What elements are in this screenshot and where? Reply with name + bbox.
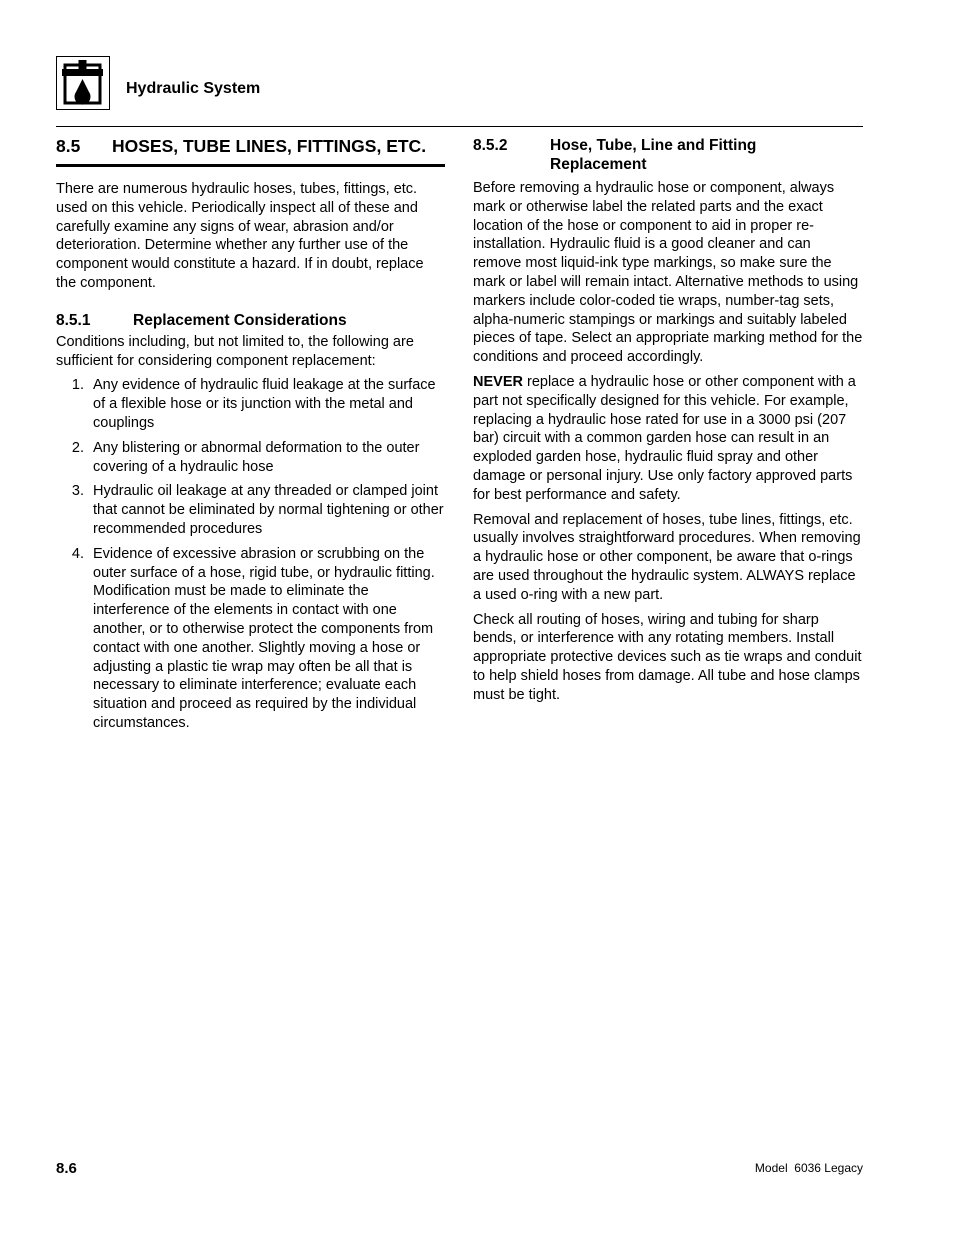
subsection-intro: Conditions including, but not limited to, the following are sufficient for considering component replacement:	[56, 333, 414, 369]
never-emphasis: NEVER	[473, 373, 523, 390]
model-label: Model 6036 Legacy	[754, 1161, 863, 1175]
list-item-number: 4.	[71, 545, 84, 562]
list-item	[56, 545, 445, 733]
subsection-heading-8-5-2	[473, 136, 863, 174]
subsection-number: 8.5.2	[473, 137, 508, 154]
subsection-title-line-2: Replacement	[550, 156, 647, 173]
paragraph-never-text: replace a hydraulic hose or other component with a part not specifically designed for this vehicle. For example, replacing a hydraulic hose rated for use in a 3000 psi (207 bar) circuit with a common garden hose can result in an exploded garden hose, hydraulic fluid spray and other damage or personal injury. Use only factory approved parts for best performance and safety.	[473, 373, 856, 503]
hydraulic-fluid-icon-graphic	[57, 57, 108, 108]
list-item-text: Any blistering or abnormal deformation to the outer covering of a hydraulic hose	[93, 439, 420, 475]
section-intro: There are numerous hydraulic hoses, tubes, fittings, etc. used on this vehicle. Periodically inspect all of these and carefully examine any signs of wear, abrasion and/or deterioration. Determine whether any further use of the component would constitute a hazard. If in doubt, replace the component.	[56, 181, 424, 291]
right-column	[473, 131, 863, 705]
page-number: 8.6	[56, 1160, 77, 1177]
list-item-number: 2.	[71, 439, 84, 456]
list-item	[56, 376, 445, 432]
section-heading	[56, 131, 445, 167]
left-column	[56, 131, 445, 739]
replacement-conditions-list	[56, 376, 445, 732]
hydraulic-fluid-icon	[56, 56, 110, 110]
paragraph-never-warning	[473, 373, 863, 505]
list-item-text: Evidence of excessive abrasion or scrubbing on the outer surface of a hose, rigid tube, or hydraulic fitting. Modification must be made to eliminate the interference of the elements in contact with one another, or to otherwise protect the components from contact with one another. Slightly moving a hose or adjusting a plastic tie wrap may often be all that is necessary to eliminate interference; evaluate each situation and proceed as required by the individual circumstances.	[93, 545, 435, 731]
paragraph-routing: Check all routing of hoses, wiring and tubing for sharp bends, or interference with any rotating members. Install appropriate protective devices such as tie wraps and conduit to help shield hoses from damage. All tube and hose clamps must be tight.	[473, 611, 862, 703]
paragraph-removal: Removal and replacement of hoses, tube lines, fittings, etc. usually involves straightforward procedures. When removing a hydraulic hose or other component, be aware that o-rings are used throughout the hydraulic system. ALWAYS replace a used o-ring with a new part.	[473, 511, 861, 603]
section-title: HOSES, TUBE LINES, FITTINGS, ETC.	[112, 136, 427, 156]
list-item	[56, 482, 445, 538]
subsection-heading-8-5-1	[56, 311, 445, 330]
header-divider	[56, 126, 863, 127]
list-item-number: 1.	[71, 377, 84, 394]
list-item-text: Any evidence of hydraulic fluid leakage at the surface of a flexible hose or its junction with the metal and couplings	[93, 377, 436, 431]
list-item-number: 3.	[71, 483, 84, 500]
subsection-title: Replacement Considerations	[133, 311, 347, 329]
subsection-title	[550, 136, 756, 174]
page-header-title: Hydraulic System	[126, 80, 261, 97]
subsection-title-line-1: Hose, Tube, Line and Fitting	[550, 137, 757, 154]
paragraph-labeling: Before removing a hydraulic hose or component, always mark or otherwise label the related parts and the exact location of the hose or component to aid in proper re-installation. Hydraulic fluid is a good cleaner and can remove most liquid-ink type markings, so make sure the mark or label will remain intact. Alternative methods to using markers include color-coded tie wraps, number-tag sets, alpha-numeric stampings or markings and suitably labeled pieces of tape. Select an appropriate marking method for the conditions and proceed accordingly.	[473, 180, 863, 366]
list-item-text: Hydraulic oil leakage at any threaded or clamped joint that cannot be eliminated by normal tightening or other recommended procedures	[93, 483, 444, 537]
subsection-number: 8.5.1	[56, 311, 91, 329]
section-number: 8.5	[56, 136, 81, 156]
list-item	[56, 439, 445, 477]
